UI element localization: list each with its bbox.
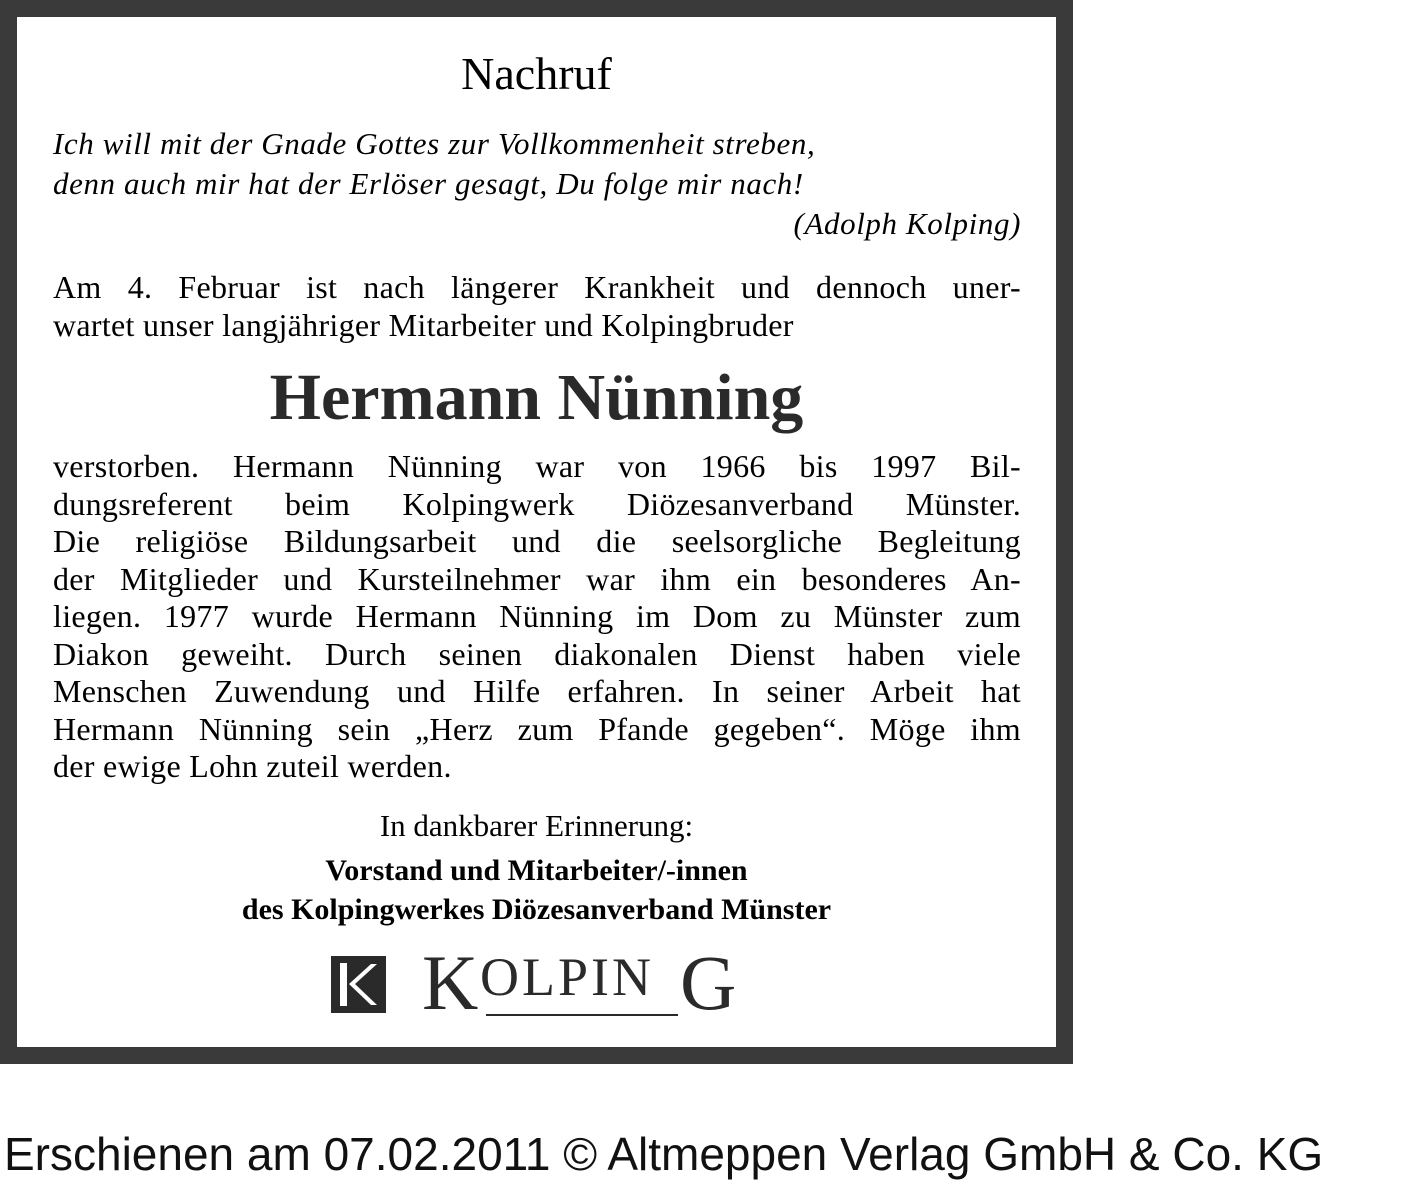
kolping-logo: [422, 939, 752, 1026]
quote-author: (Adolph Kolping): [793, 206, 1021, 241]
body-line: verstorben. Hermann Nünning war von 1966 bis 1997 Bil-: [53, 448, 1021, 484]
body-line: dungsreferent beim Kolpingwerk Diözesanverband Münster.: [53, 485, 1021, 522]
signer-line: Vorstand und Mitarbeiter/-innen: [325, 854, 748, 887]
logo-letters-mid: OLPIN: [480, 947, 654, 1007]
body-line: Hermann Nünning sein „Herz zum Pfande gegeben“. Möge ihm: [53, 710, 1021, 747]
kolping-k-icon: [331, 956, 386, 1013]
body-line: liegen. 1977 wurde Hermann Nünning im Dom zu Münster zum: [53, 598, 1021, 634]
logo-letter-k: K: [422, 939, 479, 1026]
body-paragraph: [53, 448, 1021, 786]
body-line: Die religiöse Bildungsarbeit und die seelsorgliche Begleitung: [53, 523, 1021, 559]
notice-heading: Nachruf: [461, 48, 612, 99]
quote: [53, 124, 1023, 204]
deceased-name: Hermann Nünning: [269, 361, 804, 434]
logo-underline: [486, 1014, 678, 1016]
body-line: der ewige Lohn zuteil werden.: [53, 748, 452, 784]
logo-letter-g: G: [680, 939, 737, 1026]
intro-paragraph: [53, 269, 1021, 344]
body-line: Diakon geweiht. Durch seinen diakonalen Dienst haben viele: [53, 635, 1021, 672]
body-line: der Mitglieder und Kursteilnehmer war ihm ein besonderes An-: [53, 560, 1021, 597]
quote-line: denn auch mir hat der Erlöser gesagt, Du folge mir nach!: [53, 166, 804, 201]
publication-footer: Erschienen am 07.02.2011 © Altmeppen Verlag GmbH & Co. KG: [4, 1128, 1324, 1180]
closing-text: In dankbarer Erinnerung:: [379, 808, 694, 843]
body-line: Menschen Zuwendung und Hilfe erfahren. In seiner Arbeit hat: [53, 673, 1021, 709]
quote-line: Ich will mit der Gnade Gottes zur Vollkommenheit streben,: [53, 126, 816, 161]
intro-line: Am 4. Februar ist nach längerer Krankheit und dennoch uner-: [53, 269, 1021, 305]
intro-line: wartet unser langjähriger Mitarbeiter und Kolpingbruder: [53, 306, 794, 343]
signers: [0, 851, 1073, 929]
signer-line: des Kolpingwerkes Diözesanverband Münster: [241, 893, 832, 926]
